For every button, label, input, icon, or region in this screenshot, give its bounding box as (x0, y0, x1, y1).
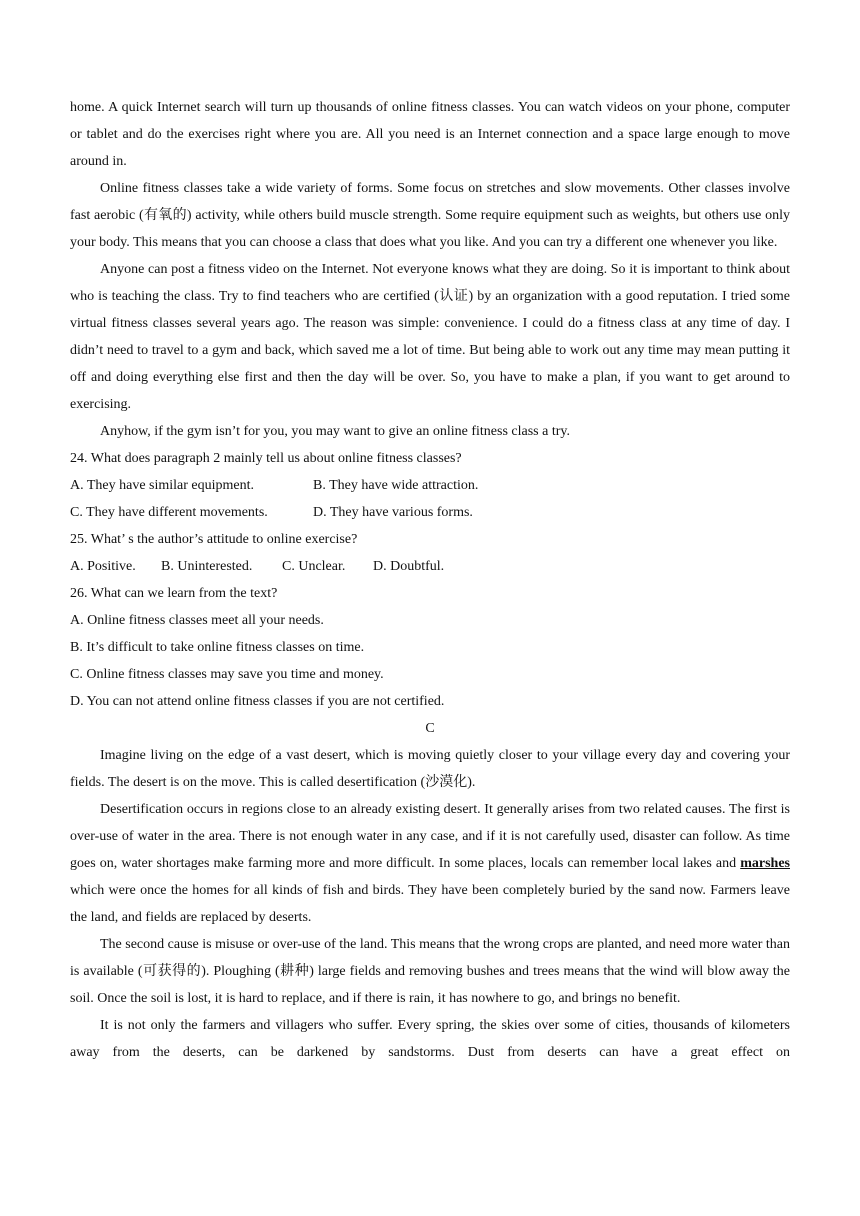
passage-b-paragraph-1: home. A quick Internet search will turn up thousands of online fitness classes. You can watch videos on your phone, computer or tablet and do the exercises right where you are. All you need is an Internet connection and a space large enough to move around in. (70, 100, 790, 169)
question-25-options (70, 553, 790, 580)
question-24-stem: 24. What does paragraph 2 mainly tell us about online fitness classes? (70, 451, 462, 466)
passage-b-paragraph-3: Anyone can post a fitness video on the Internet. Not everyone knows what they are doing. So it is important to think about who is teaching the class. Try to find teachers who are certified (认证) by an organization with a good reputation. I tried some virtual fitness classes several years ago. The reason was simple: convenience. I could do a fitness class at any time of day. I didn’t need to travel to a gym and back, which saved me a lot of time. But being able to work out any time may mean putting it off and doing everything else first and then the day will be over. So, you have to make a plan, if you want to get around to exercising. (70, 262, 790, 412)
passage-b-paragraph-2: Online fitness classes take a wide variety of forms. Some focus on stretches and slow movements. Other classes involve fast aerobic (有氧的) activity, while others build muscle strength. Some require equipment such as weights, but others use only your body. This means that you can choose a class that does what you like. And you can try a different one whenever you like. (70, 181, 790, 250)
passage-c-paragraph-2 (70, 796, 790, 931)
question-24-options-row-1 (70, 472, 790, 499)
passage-c-paragraph-4: It is not only the farmers and villagers who suffer. Every spring, the skies over some of cities, thousands of kilometers away from the deserts, can be darkened by sandstorms. Dust from deserts can have a great effect on (70, 1018, 790, 1060)
document-page (70, 94, 790, 1066)
passage-c-paragraph-1: Imagine living on the edge of a vast desert, which is moving quietly closer to your village every day and covering your fields. The desert is on the move. This is called desertification (沙漠化). (70, 748, 790, 790)
question-26-option-d: D. You can not attend online fitness classes if you are not certified. (70, 694, 445, 709)
question-26-option-b: B. It’s difficult to take online fitness classes on time. (70, 640, 365, 655)
passage-c-paragraph-2-part-2: which were once the homes for all kinds of fish and birds. They have been completely buried by the sand now. Farmers leave the land, and fields are replaced by deserts. (70, 883, 790, 925)
question-26-stem: 26. What can we learn from the text? (70, 586, 278, 601)
question-24-options-row-2 (70, 499, 790, 526)
passage-c-paragraph-2-part-1: Desertification occurs in regions close to an already existing desert. It generally arises from two related causes. The first is over-use of water in the area. There is not enough water in any case, and if it is not carefully used, disaster can follow. As time goes on, water shortages make farming more and more difficult. In some places, locals can remember local lakes and (70, 802, 790, 871)
question-24-option-c: C. They have different movements. (70, 505, 268, 520)
passage-c-heading: C (425, 721, 435, 736)
question-25-option-c: C. Unclear. (282, 559, 346, 574)
underlined-keyword: marshes (740, 856, 790, 871)
question-25-option-a: A. Positive. (70, 559, 136, 574)
question-25-stem: 25. What’ s the author’s attitude to online exercise? (70, 532, 358, 547)
question-25-option-d: D. Doubtful. (373, 559, 445, 574)
question-24-option-b: B. They have wide attraction. (313, 478, 479, 493)
question-25-option-b: B. Uninterested. (161, 559, 253, 574)
question-26-option-a: A. Online fitness classes meet all your needs. (70, 613, 324, 628)
passage-b-paragraph-4: Anyhow, if the gym isn’t for you, you may want to give an online fitness class a try. (100, 424, 570, 439)
question-26-option-c: C. Online fitness classes may save you time and money. (70, 667, 384, 682)
question-24-option-a: A. They have similar equipment. (70, 478, 255, 493)
question-24-option-d: D. They have various forms. (313, 505, 473, 520)
passage-c-paragraph-3: The second cause is misuse or over-use of the land. This means that the wrong crops are planted, and need more water than is available (可获得的). Ploughing (耕种) large fields and removing bushes and trees means that the wind will blow away the soil. Once the soil is lost, it is hard to replace, and if there is rain, it has nowhere to go, and brings no benefit. (70, 937, 790, 1006)
